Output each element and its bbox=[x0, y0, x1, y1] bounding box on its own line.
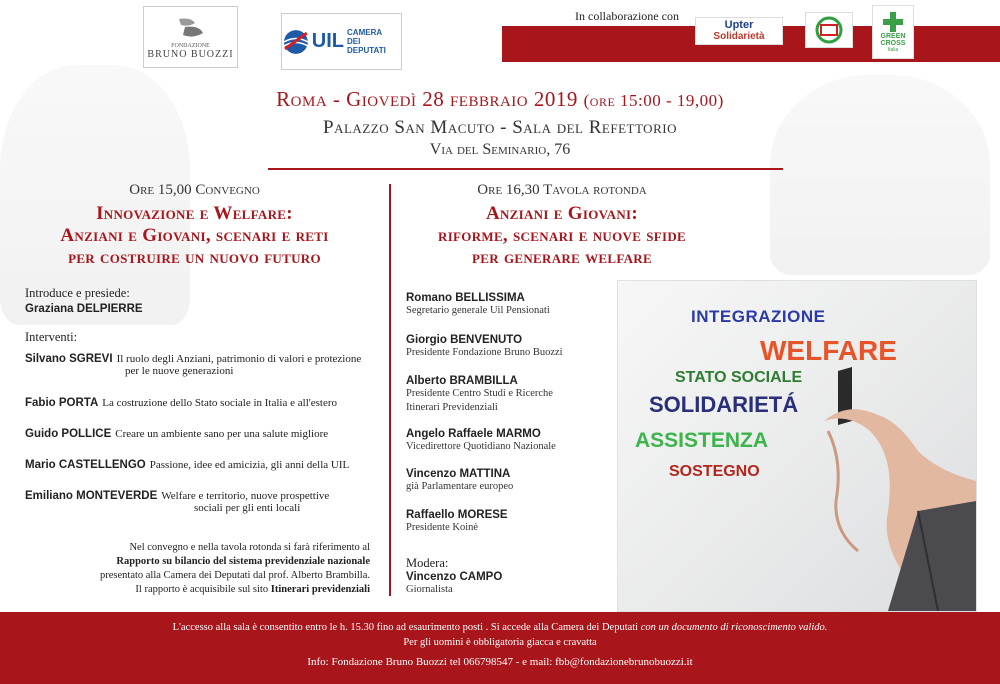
green-cross-label1: GREEN bbox=[880, 33, 906, 40]
word-welfare: WELFARE bbox=[760, 335, 897, 366]
panelist-name: Romano BELLISSIMA bbox=[406, 292, 525, 304]
panelist-name: Angelo Raffaele MARMO bbox=[406, 428, 541, 440]
speaker-topic-cont: sociali per gli enti locali bbox=[194, 502, 301, 514]
left-title-line2: Anziani e Giovani, scenari e reti bbox=[60, 225, 329, 246]
green-cross-logo bbox=[872, 5, 914, 59]
header-divider bbox=[268, 168, 783, 170]
word-integrazione: INTEGRAZIONE bbox=[691, 307, 826, 326]
green-cross-label3: Italia bbox=[887, 47, 899, 53]
right-title-line3: per generare welfare bbox=[472, 247, 652, 268]
speaker-topic: Welfare e territorio, nuove prospettive bbox=[161, 490, 330, 502]
buozzi-logo-top: FONDAZIONE bbox=[171, 42, 210, 49]
panelist-name: Vincenzo MATTINA bbox=[406, 468, 511, 480]
report-note bbox=[55, 541, 370, 597]
hand-marker-icon bbox=[768, 361, 976, 611]
speaker-topic: La costruzione dello Stato sociale in Italia e all'estero bbox=[102, 397, 337, 409]
upter-solidarieta-logo bbox=[695, 17, 783, 45]
panelist-role: Segretario generale Uil Pensionati bbox=[406, 305, 550, 316]
buozzi-emblem-icon bbox=[171, 15, 211, 43]
speaker-name: Fabio PORTA bbox=[25, 397, 99, 409]
speaker-topic: Creare un ambiente sano per una salute migliore bbox=[115, 428, 329, 440]
introduce-label: Introduce e presiede: bbox=[25, 286, 130, 300]
panelist bbox=[406, 509, 611, 535]
speaker-topic-cont: per le nuove generazioni bbox=[125, 365, 234, 377]
speaker-name: Emiliano MONTEVERDE bbox=[25, 490, 158, 502]
buozzi-logo-name: BRUNO BUOZZI bbox=[147, 48, 234, 60]
right-title-line2: riforme, scenari e nuove sfide bbox=[438, 225, 686, 246]
footer-access: L'accesso alla sala è consentito entro le h. 15.30 fino ad esaurimento posti . Si accede alla Camera dei Deputati bbox=[172, 622, 639, 633]
panelist bbox=[406, 468, 611, 494]
note-line3: presentato alla Camera dei Deputati dal prof. Alberto Brambilla. bbox=[100, 570, 370, 581]
moderator bbox=[406, 571, 611, 597]
uil-sub2: DEI DEPUTATI bbox=[347, 37, 386, 55]
speaker-name: Mario CASTELLENGO bbox=[25, 459, 146, 471]
welfare-words-image bbox=[617, 280, 977, 612]
panelist-role: Presidente Centro Studi e Ricerche bbox=[406, 388, 553, 399]
modera-label: Modera: bbox=[406, 556, 449, 570]
left-title-line1: Innovazione e Welfare: bbox=[96, 203, 293, 224]
circle-badge-icon bbox=[812, 15, 846, 45]
left-title-line3: per costruire un nuovo futuro bbox=[68, 247, 321, 268]
panelist-role: già Parlamentare europeo bbox=[406, 481, 514, 492]
footer-id-note: con un documento di riconoscimento valido. bbox=[640, 622, 828, 633]
right-title-line1: Anziani e Giovani: bbox=[485, 203, 639, 224]
note-line4a: Il rapporto è acquisibile sul sito bbox=[135, 584, 269, 595]
panelist-name: Alberto BRAMBILLA bbox=[406, 375, 518, 387]
panelist-name: Giorgio BENVENUTO bbox=[406, 334, 523, 346]
word-sostegno: SOSTEGNO bbox=[669, 463, 760, 480]
panelist bbox=[406, 375, 611, 415]
word-stato-sociale: STATO SOCIALE bbox=[675, 369, 803, 386]
note-line2: Rapporto su bilancio del sistema previdenziale nazionale bbox=[116, 556, 370, 567]
speaker-row bbox=[25, 393, 385, 411]
uil-label: UIL bbox=[311, 30, 345, 52]
event-venue: Palazzo San Macuto - Sala del Refettorio bbox=[323, 117, 677, 138]
note-link[interactable]: Itinerari previdenziali bbox=[270, 584, 370, 595]
collab-label: In collaborazione con bbox=[575, 9, 679, 23]
footer-dresscode: Per gli uomini è obbligatoria giacca e cravatta bbox=[403, 637, 597, 648]
fondazione-buozzi-logo bbox=[143, 6, 238, 68]
speaker-row bbox=[25, 424, 385, 442]
panelist bbox=[406, 428, 611, 454]
globe-icon bbox=[282, 25, 310, 59]
left-session-title bbox=[0, 203, 389, 269]
moderator-role: Giornalista bbox=[406, 584, 453, 595]
event-address: Via del Seminario, 76 bbox=[429, 141, 571, 158]
right-session-time: Ore 16,30 Tavola rotonda bbox=[477, 182, 647, 198]
note-line4 bbox=[55, 583, 370, 597]
note-line1: Nel convegno e nella tavola rotonda si farà riferimento al bbox=[129, 542, 370, 553]
circle-partner-logo bbox=[805, 12, 853, 48]
speaker-topic: Il ruolo degli Anziani, patrimonio di valori e protezione bbox=[116, 353, 362, 365]
panelist bbox=[406, 334, 611, 360]
green-cross-label2: CROSS bbox=[880, 40, 906, 47]
panelist-role: Itinerari Previdenziali bbox=[406, 402, 498, 413]
solidarieta-label: Solidarietà bbox=[713, 31, 765, 42]
introduce-name: Graziana DELPIERRE bbox=[25, 303, 143, 315]
panelist-role: Presidente Koinè bbox=[406, 522, 479, 533]
word-assistenza: ASSISTENZA bbox=[635, 429, 769, 452]
right-session-title bbox=[392, 203, 732, 269]
footer-info[interactable]: Info: Fondazione Bruno Buozzi tel 066798547 - e mail: fbb@fondazionebrunobuozzi.it bbox=[307, 656, 693, 668]
uil-camera-logo bbox=[281, 13, 402, 70]
upter-label: Upter bbox=[724, 19, 754, 31]
green-cross-icon bbox=[882, 11, 904, 33]
panelist-role: Vicedirettore Quotidiano Nazionale bbox=[406, 441, 556, 452]
panelist-role: Presidente Fondazione Bruno Buozzi bbox=[406, 347, 563, 358]
speaker-row bbox=[25, 455, 385, 473]
panelist-name: Raffaello MORESE bbox=[406, 509, 508, 521]
footer-line1 bbox=[0, 612, 1000, 635]
event-date-line bbox=[0, 87, 1000, 112]
moderator-name: Vincenzo CAMPO bbox=[406, 571, 503, 583]
interventi-label: Interventi: bbox=[25, 330, 78, 344]
speaker-topic: Passione, idee ed amicizia, gli anni della UIL bbox=[149, 459, 350, 471]
column-divider bbox=[389, 184, 391, 596]
uil-sub1: CAMERA bbox=[347, 28, 383, 37]
event-time: (ore 15:00 - 19,00) bbox=[583, 91, 724, 110]
left-session-time: Ore 15,00 Convegno bbox=[129, 182, 260, 198]
speaker-name: Silvano SGREVI bbox=[25, 353, 113, 365]
panelist bbox=[406, 292, 611, 318]
event-date: Roma - Giovedì 28 febbraio 2019 bbox=[276, 87, 578, 111]
word-solidarieta: SOLIDARIETÁ bbox=[649, 392, 799, 417]
speaker-name: Guido POLLICE bbox=[25, 428, 112, 440]
footer-band bbox=[0, 612, 1000, 684]
